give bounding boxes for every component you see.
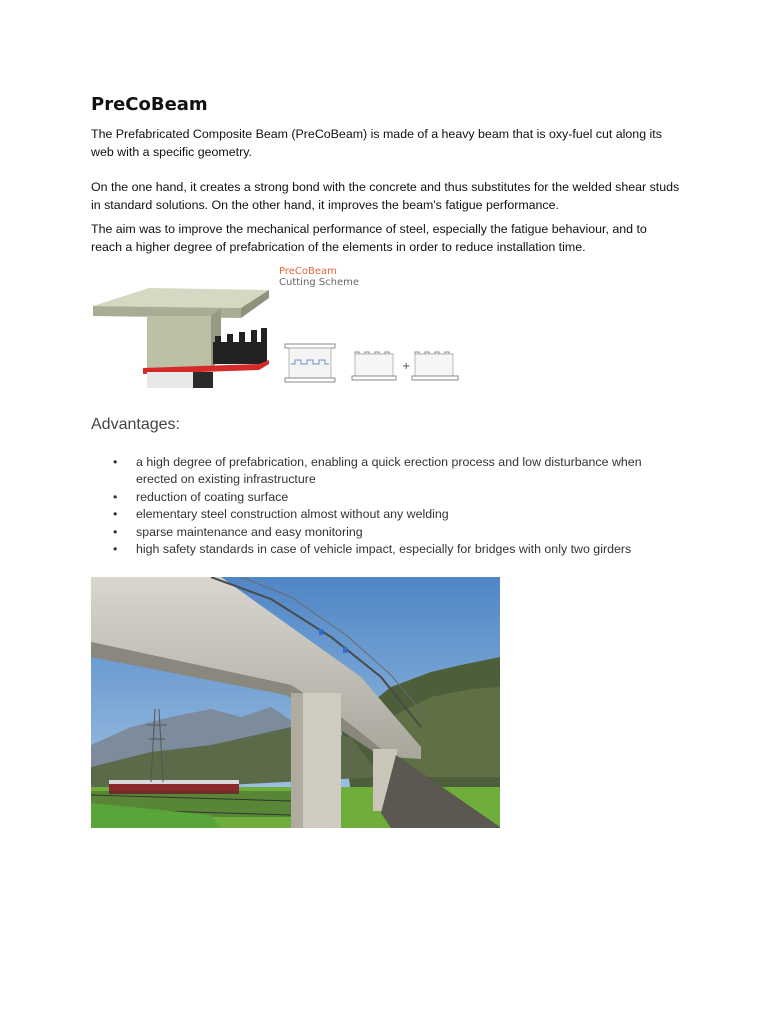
t-beam-half-left (352, 352, 396, 380)
bullet-icon: • (113, 524, 118, 539)
list-item (91, 524, 681, 541)
advantages-list (91, 454, 681, 558)
list-item (91, 506, 681, 523)
advantages-heading: Advantages: (91, 416, 180, 433)
ibeam-before-cut (285, 344, 335, 382)
list-item-text: sparse maintenance and easy monitoring (136, 524, 363, 539)
blue-sign (319, 629, 323, 635)
intro-paragraph: The Prefabricated Composite Beam (PreCoBeam) is made of a heavy beam that is oxy-fuel cut along its web with a specific geometry. (91, 127, 662, 159)
list-item (91, 489, 681, 506)
list-item-text: elementary steel construction almost without any welding (136, 507, 449, 522)
bullet-icon: • (113, 507, 118, 522)
flange-underside (147, 372, 193, 388)
bond-paragraph: On the one hand, it creates a strong bond with the concrete and thus substitutes for the welded shear studs in standard solutions. On the other hand, it improves the beam's fatigue performance. (91, 180, 680, 212)
list-item-text: reduction of coating surface (136, 489, 289, 504)
plus-sign: + (402, 361, 411, 372)
cutting-scheme-diagram (283, 340, 463, 386)
bullet-icon: • (113, 542, 118, 557)
scheme-label-subtitle: Cutting Scheme (279, 277, 360, 288)
page-title: PreCoBeam (91, 94, 208, 115)
bullet-icon: • (113, 489, 118, 504)
list-item-text: high safety standards in case of vehicle impact, especially for bridges with only two girders (136, 542, 632, 557)
list-item (91, 541, 681, 558)
list-item-text: a high degree of prefabrication, enabling a quick erection process and low disturbance when erected on existing infrastructure (136, 455, 642, 487)
bridge-photo-scene (91, 577, 500, 828)
beam-illustration (91, 284, 281, 388)
aim-paragraph: The aim was to improve the mechanical performance of steel, especially the fatigue behaviour, and to reach a higher degree of prefabrication of the elements in order to reduce installation time. (91, 222, 647, 254)
cutting-scheme-label (279, 266, 359, 288)
concrete-web (147, 316, 211, 368)
bridge-photo (91, 577, 500, 828)
t-beam-half-right (412, 352, 458, 380)
steel-web (193, 372, 213, 388)
list-item (91, 454, 681, 489)
bullet-icon: • (113, 455, 118, 469)
slab-top (93, 288, 269, 308)
steel-teeth (213, 328, 267, 364)
scheme-label-title: PreCoBeam (279, 266, 337, 277)
